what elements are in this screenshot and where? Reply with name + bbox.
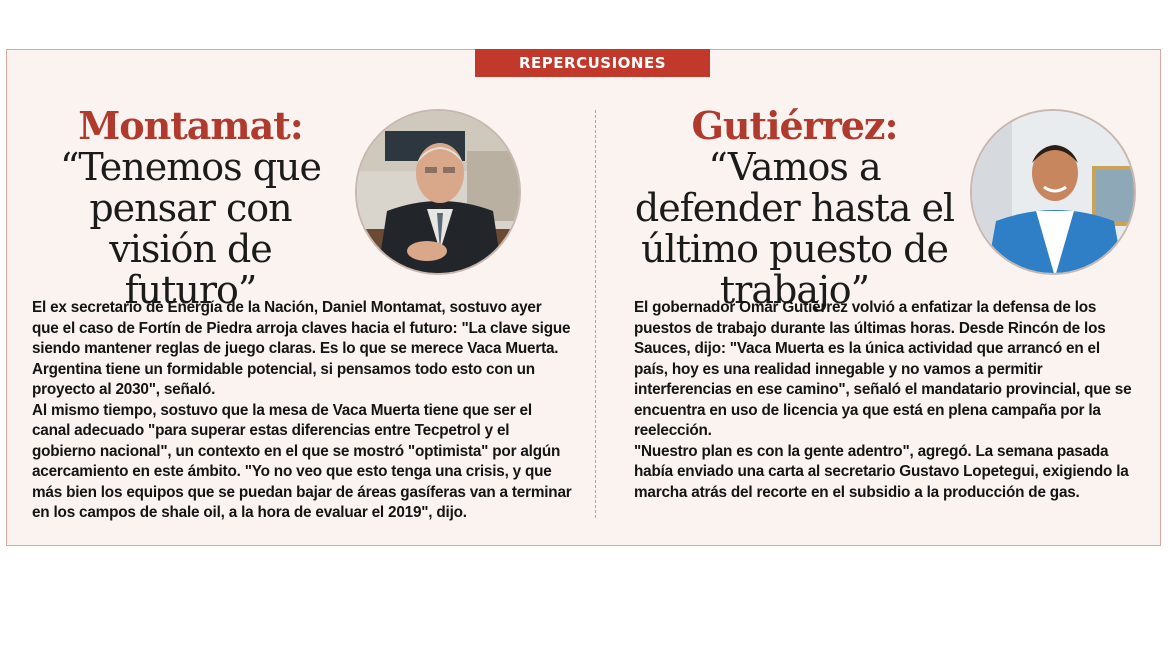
left-headline bbox=[38, 105, 343, 311]
right-paragraph-1: El gobernador Omar Gutiérrez volvió a enfatizar la defensa de los puestos de trabajo durante las últimas horas. Desde Rincón de los Sauces, dijo: "Vaca Muerta es la única actividad que arrancó en el país, hoy es una realidad innegable y no vamos a permitir interferencias en ese camino", señaló el mandatario provincial, que se encuentra en uso de licencia ya que está en plena campaña por la reelección. bbox=[634, 299, 1132, 439]
section-tag: REPERCUSIONES bbox=[475, 49, 710, 77]
right-headline-quote: “Vamos a defender hasta el último puesto de trabajo” bbox=[634, 145, 955, 312]
left-paragraph-1: El ex secretario de Energía de la Nación, Daniel Montamat, sostuvo ayer que el caso de Fortín de Piedra arroja claves hacia el futuro: "La clave sigue siendo mantener reglas de juego claras. Es lo que se merece Vaca Muerta. Argentina tiene un formidable potencial, si pensamos todo esto con un proyecto al 2030", señaló. bbox=[32, 299, 571, 398]
left-headline-name: Montamat: bbox=[78, 103, 303, 148]
right-headline-name: Gutiérrez: bbox=[691, 103, 898, 148]
right-headline bbox=[622, 105, 967, 311]
left-headline-quote: “Tenemos que pensar con visión de futuro” bbox=[59, 145, 322, 312]
left-body bbox=[32, 298, 572, 524]
left-paragraph-2: Al mismo tiempo, sostuvo que la mesa de Vaca Muerta tiene que ser el canal adecuado "para superar estas diferencias entre Tecpetrol y el gobierno nacional", un contexto en el que se mostró "optimista" por algún acercamiento en este ámbito. "Yo no veo que esto tenga una crisis, y que más bien los equipos que se puedan bajar de áreas gasíferas van a terminar en los campos de shale oil, a la hora de evaluar el 2019", dijo. bbox=[32, 401, 572, 521]
right-paragraph-2: "Nuestro plan es con la gente adentro", agregó. La semana pasada había enviado una carta al secretario Gustavo Lopetegui, exigiendo la marcha atrás del recorte en el subsidio a la producción de gas. bbox=[634, 442, 1129, 501]
right-body bbox=[634, 298, 1134, 503]
montamat-photo bbox=[355, 109, 521, 275]
column-divider bbox=[595, 110, 596, 518]
gutierrez-photo bbox=[970, 109, 1136, 275]
